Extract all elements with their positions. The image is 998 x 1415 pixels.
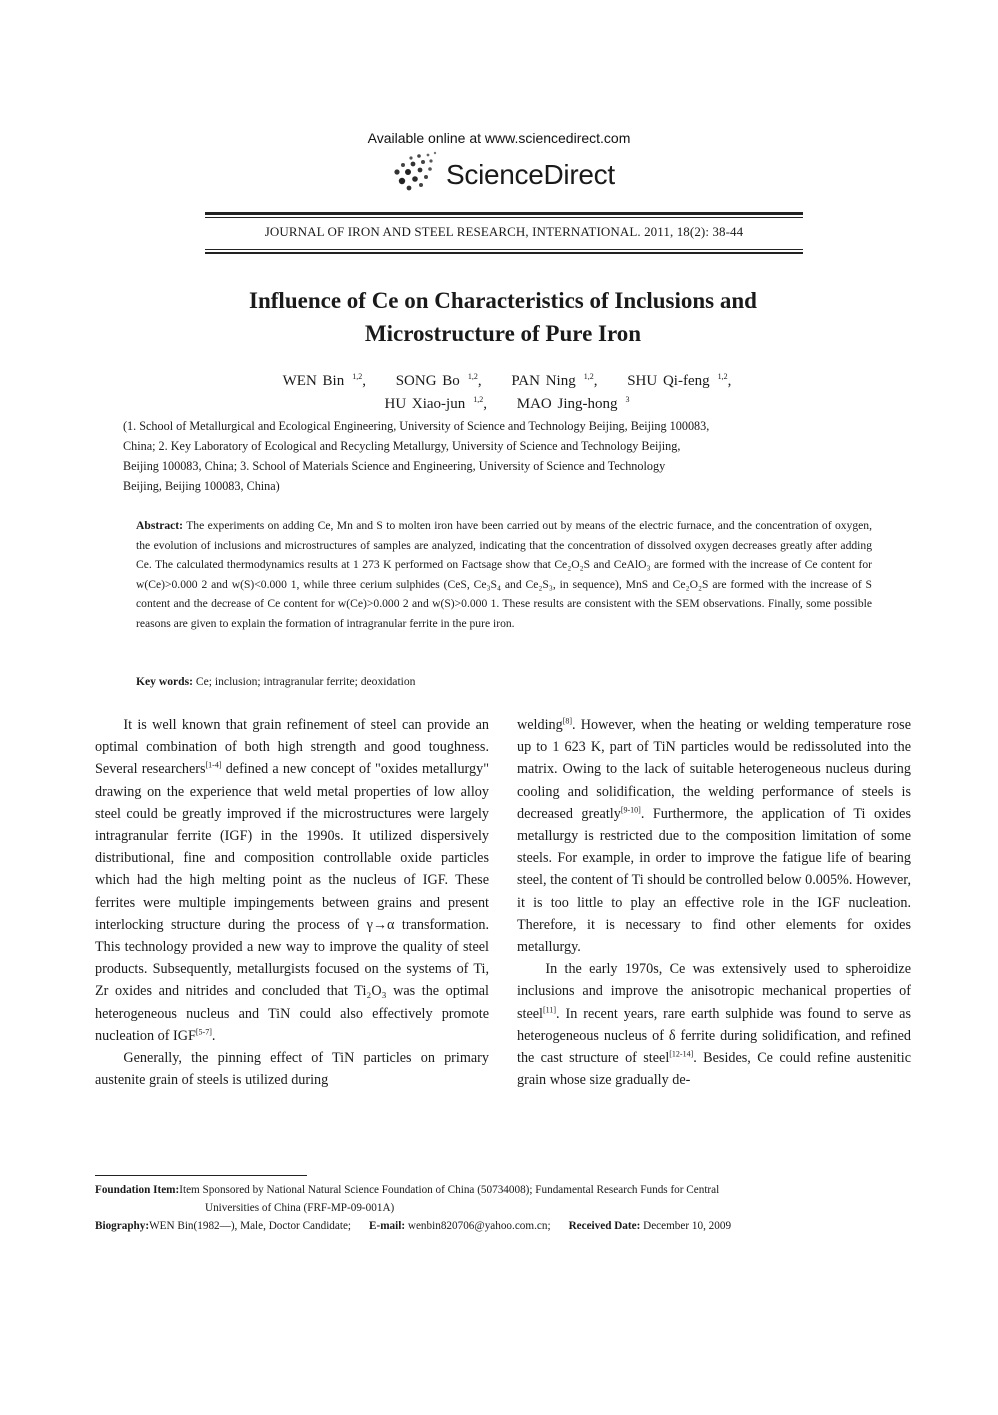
affiliation-line: China; 2. Key Laboratory of Ecological and Recycling Metallurgy, University of Science and Technology Beijing, [123, 439, 681, 453]
header-rule-top-thick [205, 212, 803, 215]
citation: [9-10] [620, 805, 641, 815]
author: SONG Bo $^{1,2}$, [395, 372, 482, 389]
citation: [11] [543, 1004, 557, 1014]
biography-footnote: Biography:WEN Bin(1982—), Male, Doctor Candidate; E-mail: wenbin820706@yahoo.com.cn; Received Date: December 10, 2009 [95, 1220, 732, 1232]
author-line-2 [150, 395, 856, 413]
keywords-label: Key words: [136, 675, 193, 688]
author: MAO Jing-hong $^3$ [516, 395, 630, 412]
header-rule-top-thin [205, 217, 803, 218]
author: PAN Ning $^{1,2}$, [511, 372, 598, 389]
affiliation-line: Beijing, Beijing 100083, China) [123, 479, 280, 493]
journal-citation: JOURNAL OF IRON AND STEEL RESEARCH, INTERNATIONAL. 2011, 18(2): 38-44 [264, 224, 744, 239]
citation: [8] [562, 716, 573, 726]
foundation-footnote: Foundation Item:Item Sponsored by National Natural Science Foundation of China (50734008); Fundamental Research Funds for Central [95, 1184, 720, 1196]
available-online-text: Available online at www.sciencedirect.com [367, 130, 631, 146]
abstract-label: Abstract: [136, 519, 184, 532]
affiliation-line: (1. School of Metallurgical and Ecological Engineering, University of Science and Technology Beijing, Beijing 100083, [123, 419, 710, 433]
affiliation-line: Beijing 100083, China; 3. School of Materials Science and Engineering, University of Science and Technology [123, 459, 666, 473]
header-rule-bottom-thick [205, 252, 803, 254]
sciencedirect-logo [383, 150, 623, 196]
paragraph: welding[8]. However, when the heating or welding temperature rose up to 1 623 K, part of TiN particles would be redissoluted into the matrix. Owing to the lack of suitable heterogeneous nucleus during cooling and solidification, the welding performance of steels is decreased greatly[9-10]. Furthermore, the application of Ti oxides metallurgy is restricted due to the composition limitation of some steels. For example, in order to improve the fatigue life of bearing steel, the content of Ti should be controlled below 0.005%. However, it is too little to play an effective role in the IGF nucleation. Therefore, it is necessary to find other elements for oxides metallurgy. [517, 716, 911, 956]
paragraph: In the early 1970s, Ce was extensively used to spheroidize inclusions and improve the anisotropic mechanical properties of steel[11]. In recent years, rare earth sulphide was found to serve as heterogeneous nucleus of δ ferrite during solidification, and refined the cast structure of steel[12-14]. Besides, Ce could refine austenitic grain whose size gradually de- [517, 961, 911, 1089]
author: SHU Qi-feng $^{1,2}$, [627, 372, 732, 389]
author: WEN Bin $^{1,2}$, [282, 372, 366, 389]
citation: [1-4] [205, 760, 222, 770]
paper-title [150, 284, 856, 350]
foundation-footnote-cont: Universities of China (FRF-MP-09-001A) [205, 1202, 395, 1214]
body-column-right [517, 714, 911, 1091]
keywords [136, 675, 872, 688]
paragraph: It is well known that grain refinement of steel can provide an optimal combination of both high strength and good toughness. Several researchers[1-4] defined a new concept of "oxides metallurgy" drawing on the experience that weld metal properties of low alloy steel could be greatly improved if the microstructures were largely intragranular ferrite (IGF) in the 1990s. It utilized dispersively distributional, fine and composition controllable oxide particles which had the high melting point as the nucleus of IGF. These ferrites were multiple impingements between grains and present interlocking structure during the process of γ→α transformation. This technology provided a new way to improve the quality of steel products. Subsequently, metallurgists focused on the systems of Ti, Zr oxides and nitrides and concluded that Ti₂O₃ was the optimal heterogeneous nucleus and TiN could also effectively promote nucleation of IGF[5-7]. [95, 717, 489, 1044]
abstract [136, 516, 872, 634]
paragraph: Generally, the pinning effect of TiN particles on primary austenite grain of steels is utilized during [95, 1050, 489, 1089]
title-line-2: Microstructure of Pure Iron [364, 321, 642, 346]
header-rule-bottom-thin [205, 249, 803, 250]
email-address: wenbin820706@yahoo.com.cn; [407, 1220, 551, 1232]
sciencedirect-wordmark: ScienceDirect [446, 159, 615, 190]
author-line-1 [150, 372, 856, 390]
title-line-1: Influence of Ce on Characteristics of Inclusions and [249, 288, 757, 313]
author: HU Xiao-jun $^{1,2}$, [384, 395, 487, 412]
sciencedirect-dots-icon [383, 150, 443, 196]
citation: [12-14] [669, 1049, 694, 1059]
footnote-rule [95, 1175, 307, 1176]
abstract-text: The experiments on adding Ce, Mn and S to molten iron have been carried out by means of the electric furnace, and the concentration of oxygen, the evolution of inclusions and microstructures of samples are analyzed, indicating that the concentration of dissolved oxygen decreases greatly after adding Ce. The calculated thermodynamics results at 1 273 K performed on Factsage show that Ce₂O₂S and CeAlO₃ are formed with the increase of Ce content for w(Ce)>0.000 2 and w(S)<0.000 1, while three cerium sulphides (CeS, Ce₃S₄ and Ce₂S₃, in sequence), MnS and Ce₂O₂S are formed with the increase of S content and the decrease of Ce content for w(Ce)>0.000 2 and w(S)>0.000 1. These results are consistent with the SEM observations. Finally, some possible reasons are given to explain the formation of intragranular ferrite in the pure iron. [136, 519, 872, 630]
citation: [5-7] [195, 1027, 212, 1037]
keywords-text: Ce; inclusion; intragranular ferrite; deoxidation [195, 675, 416, 688]
body-column-left [95, 714, 489, 1091]
